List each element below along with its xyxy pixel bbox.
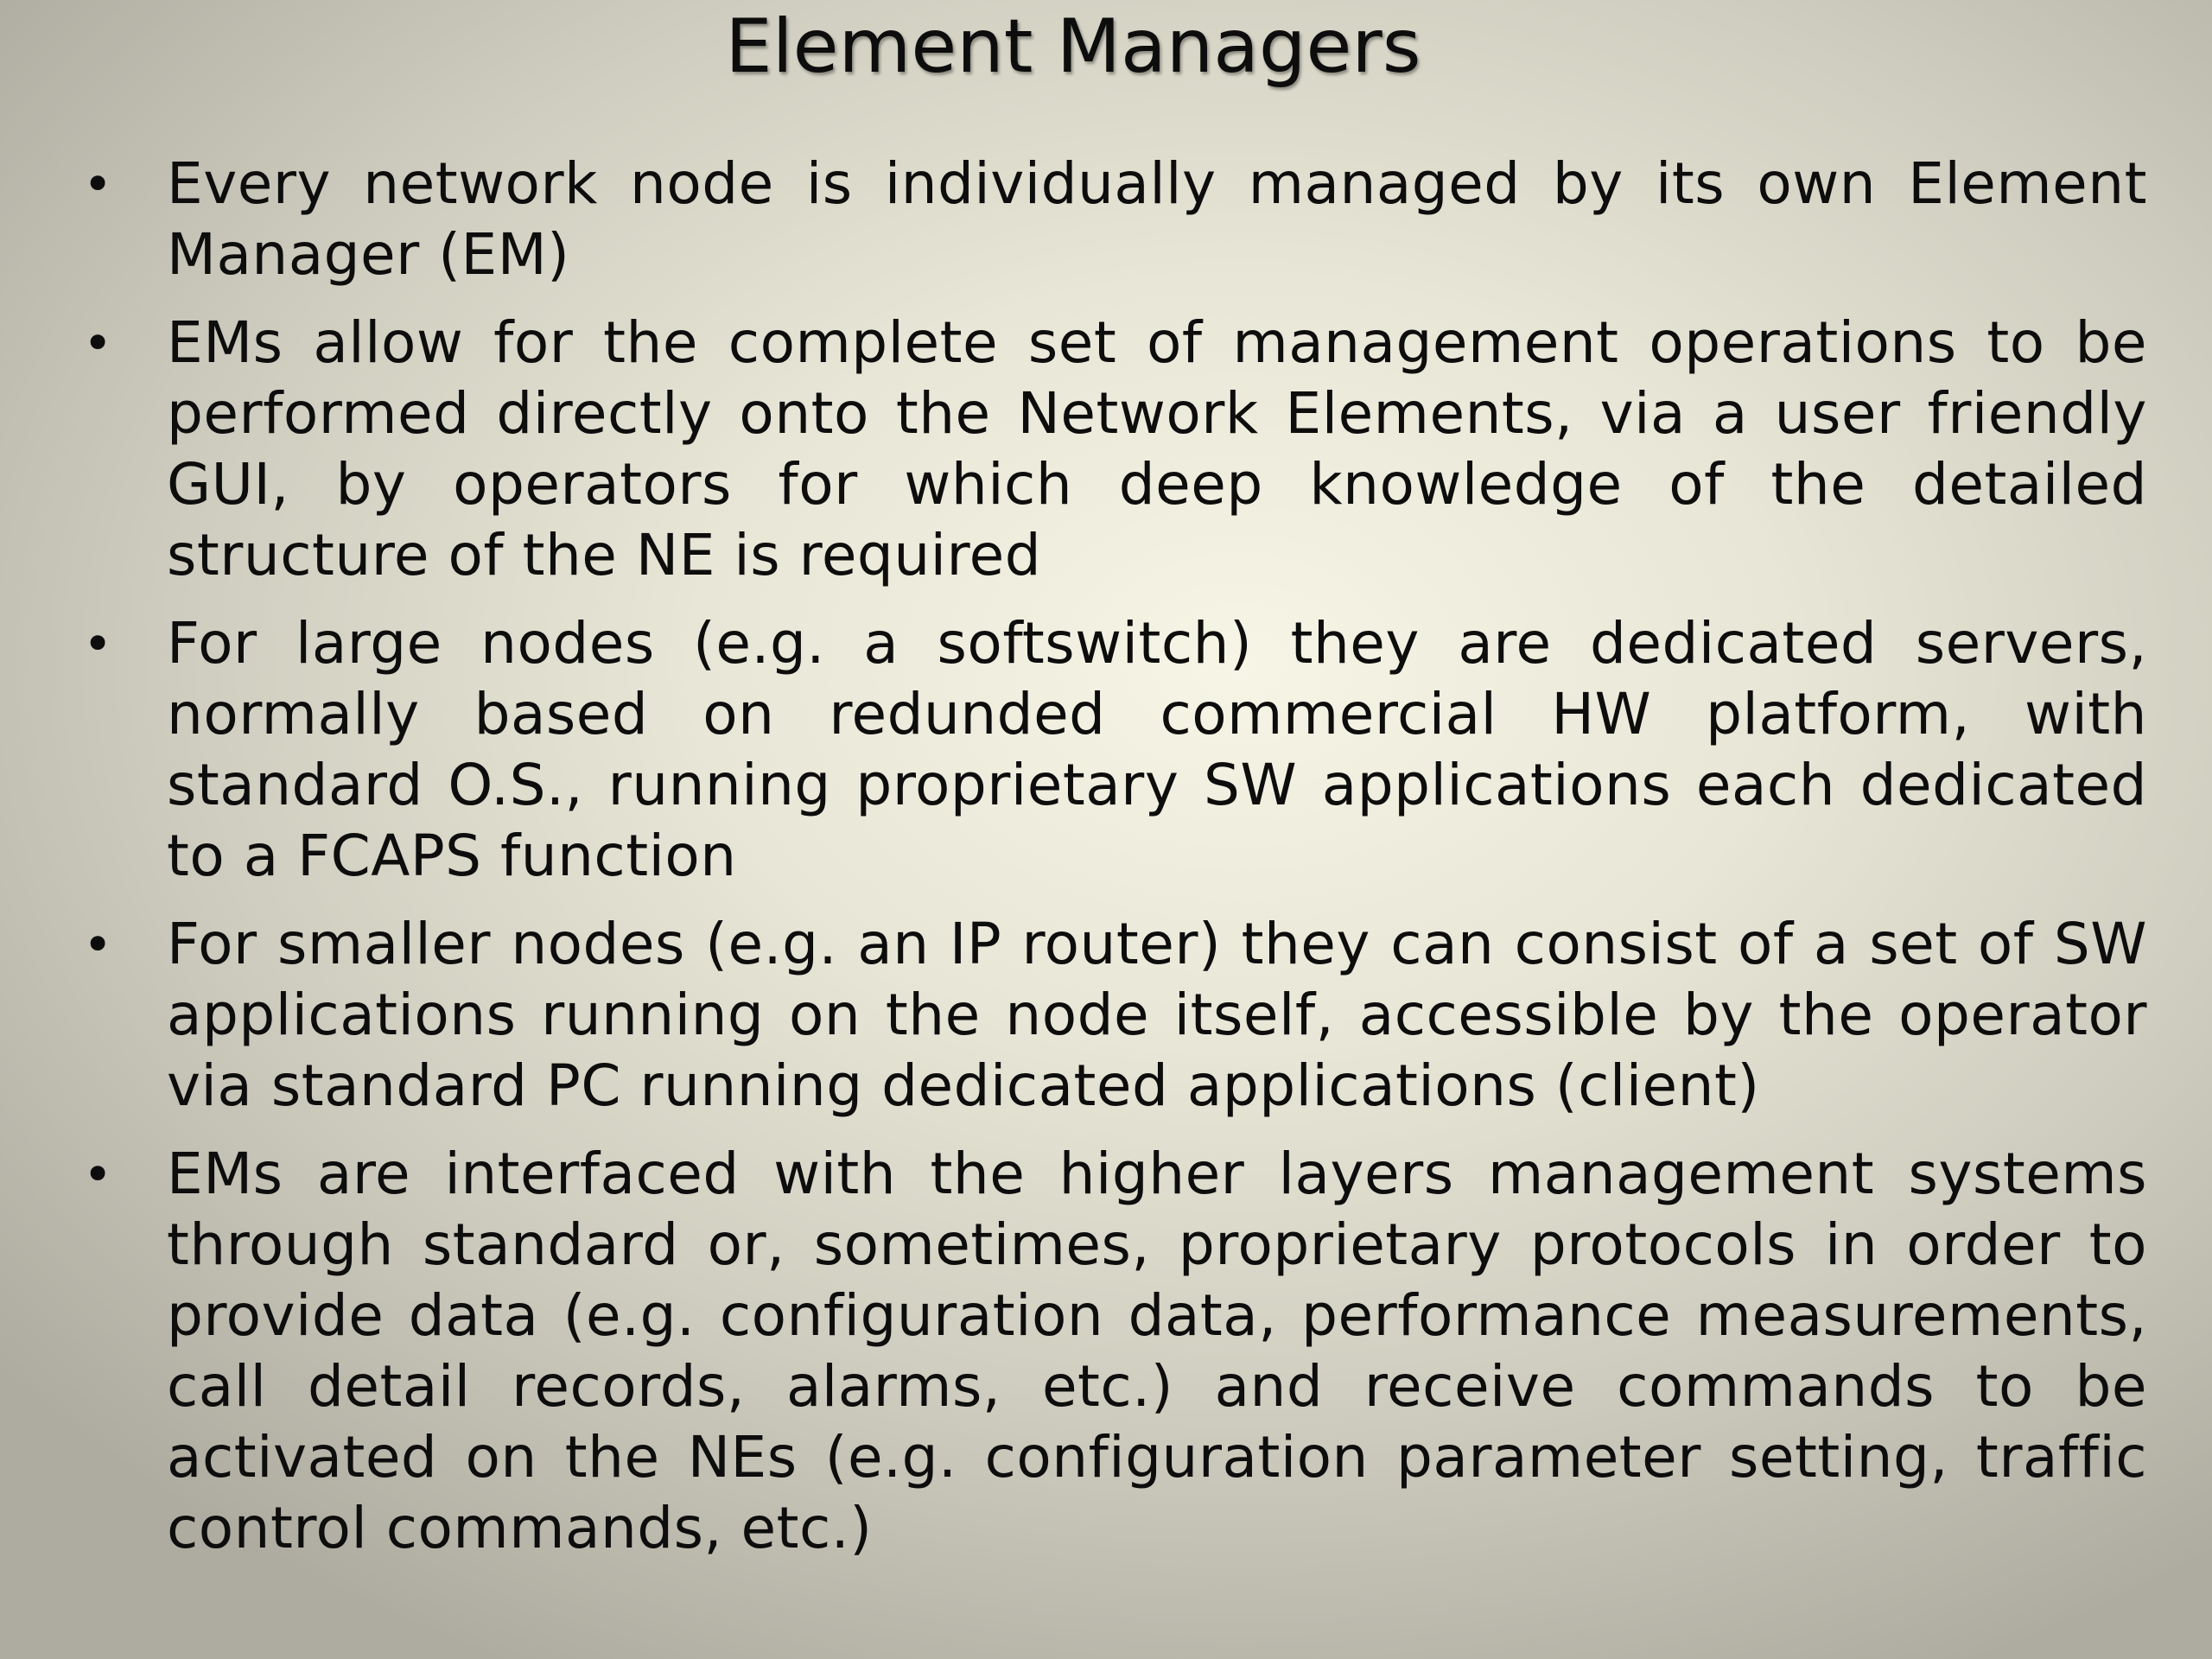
bullet-item bbox=[0, 149, 2212, 290]
bullet-text: Every network node is individually managed by its own Element Manager (EM) bbox=[167, 150, 2147, 288]
bullet-text: For smaller nodes (e.g. an IP router) they can consist of a set of SW applications running on the node itself, accessible by the operator via standard PC running dedicated applications (client) bbox=[167, 911, 2147, 1119]
bullet-dot-icon: • bbox=[83, 314, 113, 372]
bullet-dot-icon: • bbox=[83, 155, 113, 213]
slide-title: Element Managers bbox=[725, 3, 1421, 90]
bullet-dot-icon: • bbox=[83, 614, 113, 673]
bullet-item bbox=[0, 608, 2212, 892]
bullet-item bbox=[0, 1139, 2212, 1564]
bullet-item bbox=[0, 909, 2212, 1122]
bullet-text: For large nodes (e.g. a softswitch) they are dedicated servers, normally based on redunded commercial HW platform, with standard O.S., running proprietary SW applications each dedicated to a FCAPS function bbox=[167, 610, 2147, 889]
bullet-dot-icon: • bbox=[83, 1145, 113, 1204]
bullet-list bbox=[0, 149, 2212, 1581]
bullet-item bbox=[0, 308, 2212, 591]
bullet-text: EMs allow for the complete set of management operations to be performed directly onto the Network Elements, via a user friendly GUI, by operators for which deep knowledge of the detailed structure of the NE is required bbox=[167, 309, 2147, 588]
bullet-dot-icon: • bbox=[83, 915, 113, 974]
bullet-text: EMs are interfaced with the higher layers management systems through standard or, sometimes, proprietary protocols in order to provide data (e.g. configuration data, performance measurements, call detail records, alarms, etc.) and receive commands to be activated on the NEs (e.g. configuration parameter setting, traffic control commands, etc.) bbox=[167, 1141, 2147, 1561]
